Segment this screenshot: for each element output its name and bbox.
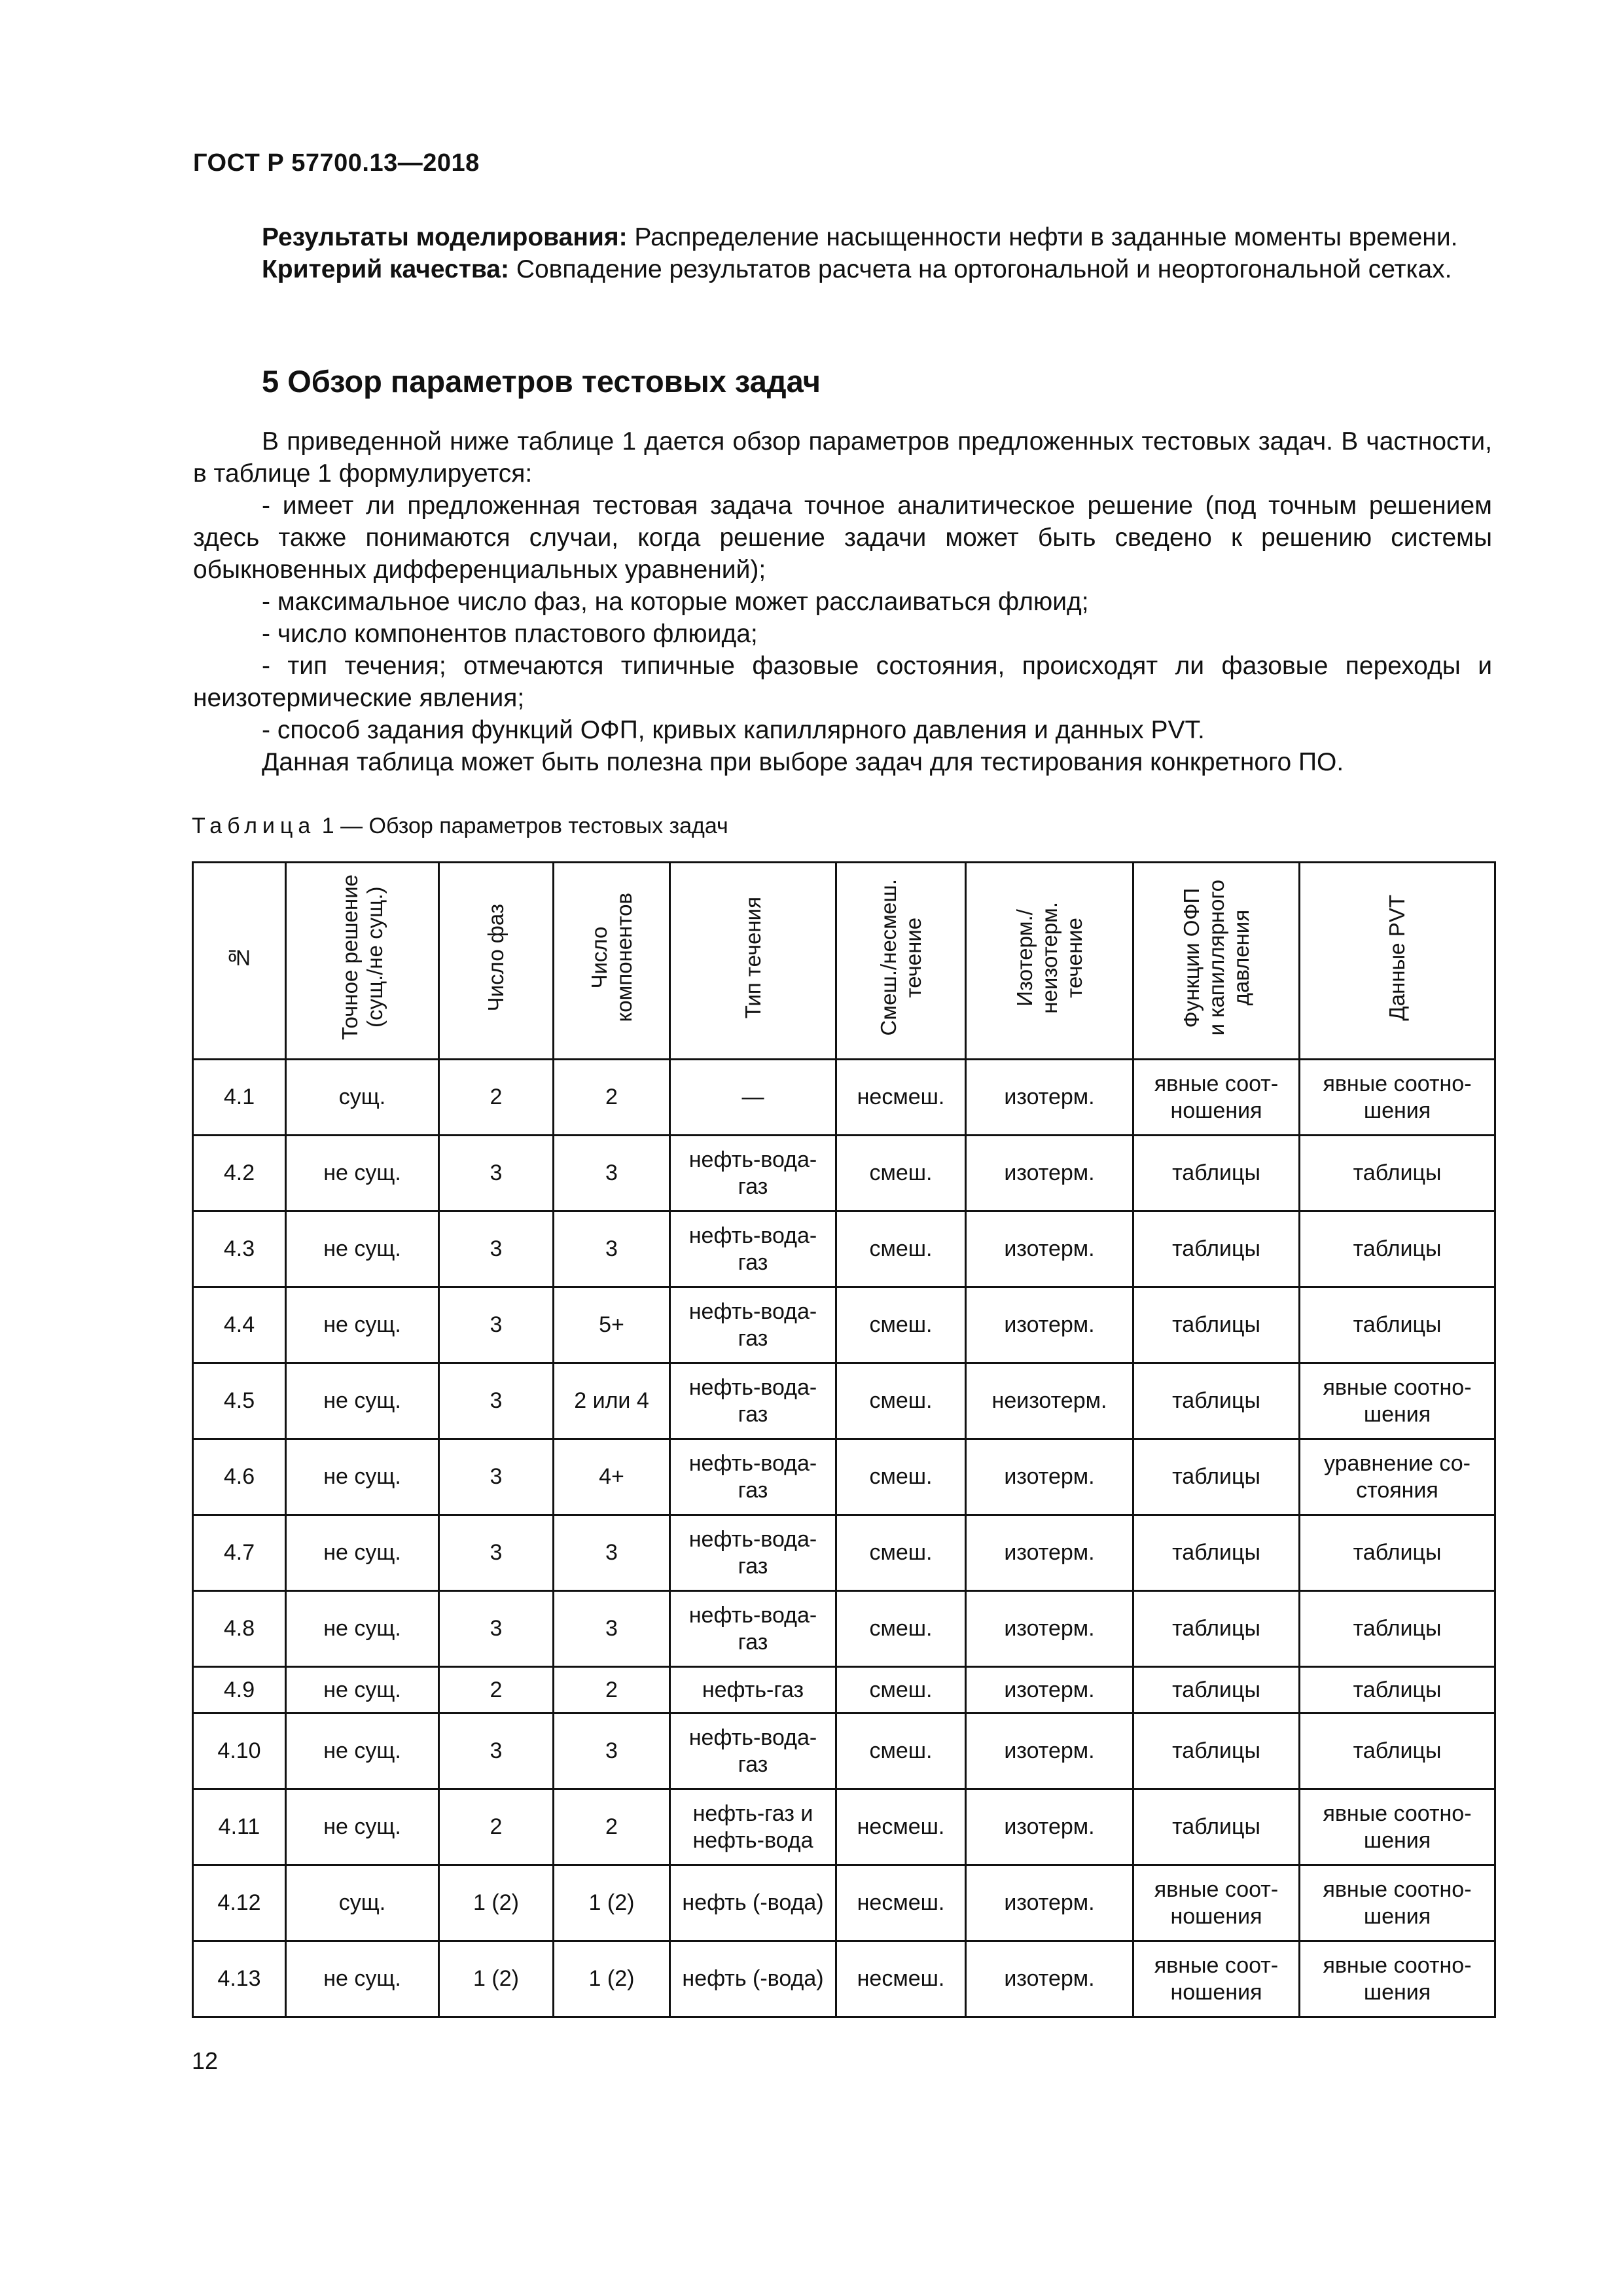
table-cell: несмеш. xyxy=(836,1789,966,1865)
table-cell: не сущ. xyxy=(286,1363,439,1439)
table-cell: 3 xyxy=(554,1211,670,1287)
table-row xyxy=(193,1789,1495,1865)
table-cell: 4.5 xyxy=(193,1363,286,1439)
results-label: Результаты моделирования: xyxy=(262,223,628,251)
table-cell: нефть-вода-газ xyxy=(670,1211,836,1287)
table-cell: 2 xyxy=(554,1667,670,1713)
table-cell: — xyxy=(670,1060,836,1136)
table-cell: изотерм. xyxy=(966,1713,1133,1789)
table-cell: изотерм. xyxy=(966,1667,1133,1713)
table-row xyxy=(193,1713,1495,1789)
table-cell: таблицы xyxy=(1133,1136,1300,1211)
table-cell: не сущ. xyxy=(286,1211,439,1287)
column-header: Число компонентов xyxy=(554,863,670,1060)
column-header: Смеш./несмеш. течение xyxy=(836,863,966,1060)
parameters-table xyxy=(192,861,1496,2018)
table-cell: не сущ. xyxy=(286,1136,439,1211)
table-cell: таблицы xyxy=(1300,1211,1495,1287)
table-cell: нефть (-вода) xyxy=(670,1941,836,2017)
table-body xyxy=(193,1060,1495,2017)
table-caption xyxy=(192,814,728,839)
column-header: Тип течения xyxy=(670,863,836,1060)
table-cell: 3 xyxy=(439,1591,554,1667)
table-cell: изотерм. xyxy=(966,1287,1133,1363)
column-header: Число фаз xyxy=(439,863,554,1060)
table-cell: таблицы xyxy=(1133,1287,1300,1363)
table-row xyxy=(193,1211,1495,1287)
table-cell: 3 xyxy=(554,1713,670,1789)
table-cell: 2 или 4 xyxy=(554,1363,670,1439)
table-cell: несмеш. xyxy=(836,1941,966,2017)
table-cell: несмеш. xyxy=(836,1060,966,1136)
table-cell: таблицы xyxy=(1133,1363,1300,1439)
table-cell: 3 xyxy=(439,1287,554,1363)
table-cell: 1 (2) xyxy=(439,1941,554,2017)
table-cell: таблицы xyxy=(1300,1515,1495,1591)
table-cell: таблицы xyxy=(1300,1287,1495,1363)
table-cell: не сущ. xyxy=(286,1591,439,1667)
table-cell: 4.1 xyxy=(193,1060,286,1136)
table-cell: 3 xyxy=(439,1211,554,1287)
table-cell: 2 xyxy=(554,1060,670,1136)
bullet-item: - число компонентов пластового флюида; xyxy=(262,620,758,648)
table-cell: изотерм. xyxy=(966,1591,1133,1667)
intro-block xyxy=(193,221,1492,285)
table-cell: изотерм. xyxy=(966,1060,1133,1136)
table-cell: 4+ xyxy=(554,1439,670,1515)
table-cell: таблицы xyxy=(1133,1713,1300,1789)
table-cell: нефть-вода-газ xyxy=(670,1363,836,1439)
table-cell: смеш. xyxy=(836,1515,966,1591)
table-cell: 4.8 xyxy=(193,1591,286,1667)
table-row xyxy=(193,1941,1495,2017)
table-cell: изотерм. xyxy=(966,1865,1133,1941)
table-cell: 4.2 xyxy=(193,1136,286,1211)
table-cell: сущ. xyxy=(286,1865,439,1941)
table-cell: несмеш. xyxy=(836,1865,966,1941)
table-cell: смеш. xyxy=(836,1211,966,1287)
table-cell: уравнение со-стояния xyxy=(1300,1439,1495,1515)
column-header: Изотерм./ неизотерм. течение xyxy=(966,863,1133,1060)
bullet-item: - способ задания функций ОФП, кривых капиллярного давления и данных PVT. xyxy=(262,716,1205,744)
table-cell: 4.13 xyxy=(193,1941,286,2017)
table-cell: 3 xyxy=(439,1136,554,1211)
table-cell: нефть-газ и нефть-вода xyxy=(670,1789,836,1865)
table-cell: 2 xyxy=(439,1060,554,1136)
table-row xyxy=(193,1287,1495,1363)
table-cell: изотерм. xyxy=(966,1136,1133,1211)
table-cell: 3 xyxy=(554,1515,670,1591)
table-cell: изотерм. xyxy=(966,1439,1133,1515)
table-header-row xyxy=(193,863,1495,1060)
table-cell: изотерм. xyxy=(966,1211,1133,1287)
table-cell: явные соотно-шения xyxy=(1300,1060,1495,1136)
table-row xyxy=(193,1060,1495,1136)
table-cell: таблицы xyxy=(1300,1713,1495,1789)
table-cell: 1 (2) xyxy=(439,1865,554,1941)
table-cell: таблицы xyxy=(1133,1515,1300,1591)
table-cell: смеш. xyxy=(836,1713,966,1789)
table-cell: таблицы xyxy=(1133,1591,1300,1667)
results-text: Распределение насыщенности нефти в заданные моменты времени. xyxy=(627,223,1458,251)
table-cell: нефть-вода-газ xyxy=(670,1515,836,1591)
column-header: Данные PVT xyxy=(1300,863,1495,1060)
table-row xyxy=(193,1591,1495,1667)
table-row xyxy=(193,1865,1495,1941)
table-cell: нефть-газ xyxy=(670,1667,836,1713)
table-cell: 3 xyxy=(439,1713,554,1789)
bullet-item: - имеет ли предложенная тестовая задача точное аналитическое решение (под точным решением здесь также понимаются случаи, когда решение задачи может быть сведено к решению системы обыкновенных дифференциальных уравнений); xyxy=(193,492,1492,584)
table-row xyxy=(193,1515,1495,1591)
bullet-item: - тип течения; отмечаются типичные фазовые состояния, происходят ли фазовые переходы и неизотермические явления; xyxy=(193,652,1492,712)
table-cell: смеш. xyxy=(836,1591,966,1667)
table-cell: 4.12 xyxy=(193,1865,286,1941)
table-cell: не сущ. xyxy=(286,1439,439,1515)
table-cell: нефть-вода-газ xyxy=(670,1136,836,1211)
table-row xyxy=(193,1136,1495,1211)
table-cell: 4.11 xyxy=(193,1789,286,1865)
table-cell: 3 xyxy=(439,1515,554,1591)
table-cell: явные соотно-шения xyxy=(1300,1941,1495,2017)
table-cell: смеш. xyxy=(836,1136,966,1211)
table-cell: таблицы xyxy=(1300,1591,1495,1667)
table-row xyxy=(193,1363,1495,1439)
table-cell: таблицы xyxy=(1133,1211,1300,1287)
table-cell: 4.10 xyxy=(193,1713,286,1789)
table-row xyxy=(193,1667,1495,1713)
table-cell: таблицы xyxy=(1133,1667,1300,1713)
criterion-label: Критерий качества: xyxy=(262,255,509,283)
results-paragraph xyxy=(193,221,1492,253)
section-body xyxy=(193,425,1492,778)
table-cell: 4.7 xyxy=(193,1515,286,1591)
criterion-text: Совпадение результатов расчета на ортогональной и неортогональной сетках. xyxy=(508,255,1452,283)
table-cell: таблицы xyxy=(1133,1439,1300,1515)
table-cell: 1 (2) xyxy=(554,1865,670,1941)
table-cell: 2 xyxy=(439,1667,554,1713)
table-cell: явные соот-ношения xyxy=(1133,1060,1300,1136)
table-cell: не сущ. xyxy=(286,1789,439,1865)
table-cell: смеш. xyxy=(836,1439,966,1515)
table-cell: 5+ xyxy=(554,1287,670,1363)
table-cell: таблицы xyxy=(1133,1789,1300,1865)
table-cell: смеш. xyxy=(836,1287,966,1363)
column-header: № xyxy=(193,863,286,1060)
table-cell: смеш. xyxy=(836,1667,966,1713)
table-cell: неизотерм. xyxy=(966,1363,1133,1439)
table-cell: не сущ. xyxy=(286,1667,439,1713)
table-cell: 2 xyxy=(554,1789,670,1865)
table-row xyxy=(193,1439,1495,1515)
table-cell: 3 xyxy=(554,1591,670,1667)
table-cell: нефть (-вода) xyxy=(670,1865,836,1941)
table-cell: 3 xyxy=(439,1439,554,1515)
table-cell: таблицы xyxy=(1300,1667,1495,1713)
table-cell: не сущ. xyxy=(286,1941,439,2017)
table-cell: 4.4 xyxy=(193,1287,286,1363)
table-cell: таблицы xyxy=(1300,1136,1495,1211)
table-cell: не сущ. xyxy=(286,1713,439,1789)
section-intro: В приведенной ниже таблице 1 дается обзор параметров предложенных тестовых задач. В частности, в таблице 1 формулируется: xyxy=(193,427,1492,488)
section-conclusion: Данная таблица может быть полезна при выборе задач для тестирования конкретного ПО. xyxy=(262,748,1344,776)
table-cell: 4.3 xyxy=(193,1211,286,1287)
table-cell: сущ. xyxy=(286,1060,439,1136)
table-cell: нефть-вода-газ xyxy=(670,1713,836,1789)
table-cell: явные соот-ношения xyxy=(1133,1941,1300,2017)
column-header: Функции ОФП и капиллярного давления xyxy=(1133,863,1300,1060)
bullet-item: - максимальное число фаз, на которые может расслаиваться флюид; xyxy=(262,588,1089,616)
table-cell: смеш. xyxy=(836,1363,966,1439)
table-cell: явные соотно-шения xyxy=(1300,1865,1495,1941)
criterion-paragraph xyxy=(193,253,1492,285)
document-header: ГОСТ Р 57700.13—2018 xyxy=(193,149,480,177)
section-title: 5 Обзор параметров тестовых задач xyxy=(262,364,821,399)
table-cell: 4.9 xyxy=(193,1667,286,1713)
table-cell: 3 xyxy=(439,1363,554,1439)
table-cell: не сущ. xyxy=(286,1515,439,1591)
table-cell: изотерм. xyxy=(966,1941,1133,2017)
table-cell: нефть-вода-газ xyxy=(670,1591,836,1667)
table-cell: не сущ. xyxy=(286,1287,439,1363)
column-header: Точное решение (сущ./не сущ.) xyxy=(286,863,439,1060)
table-cell: 2 xyxy=(439,1789,554,1865)
table-cell: явные соотно-шения xyxy=(1300,1363,1495,1439)
table-cell: 3 xyxy=(554,1136,670,1211)
table-cell: изотерм. xyxy=(966,1515,1133,1591)
page-number: 12 xyxy=(192,2047,219,2074)
table-cell: явные соотно-шения xyxy=(1300,1789,1495,1865)
caption-text: 1 — Обзор параметров тестовых задач xyxy=(315,814,728,838)
table-cell: нефть-вода-газ xyxy=(670,1287,836,1363)
table-cell: нефть-вода-газ xyxy=(670,1439,836,1515)
caption-prefix: Таблица xyxy=(192,814,316,838)
table-cell: явные соот-ношения xyxy=(1133,1865,1300,1941)
table-cell: 1 (2) xyxy=(554,1941,670,2017)
table-cell: изотерм. xyxy=(966,1789,1133,1865)
table-cell: 4.6 xyxy=(193,1439,286,1515)
